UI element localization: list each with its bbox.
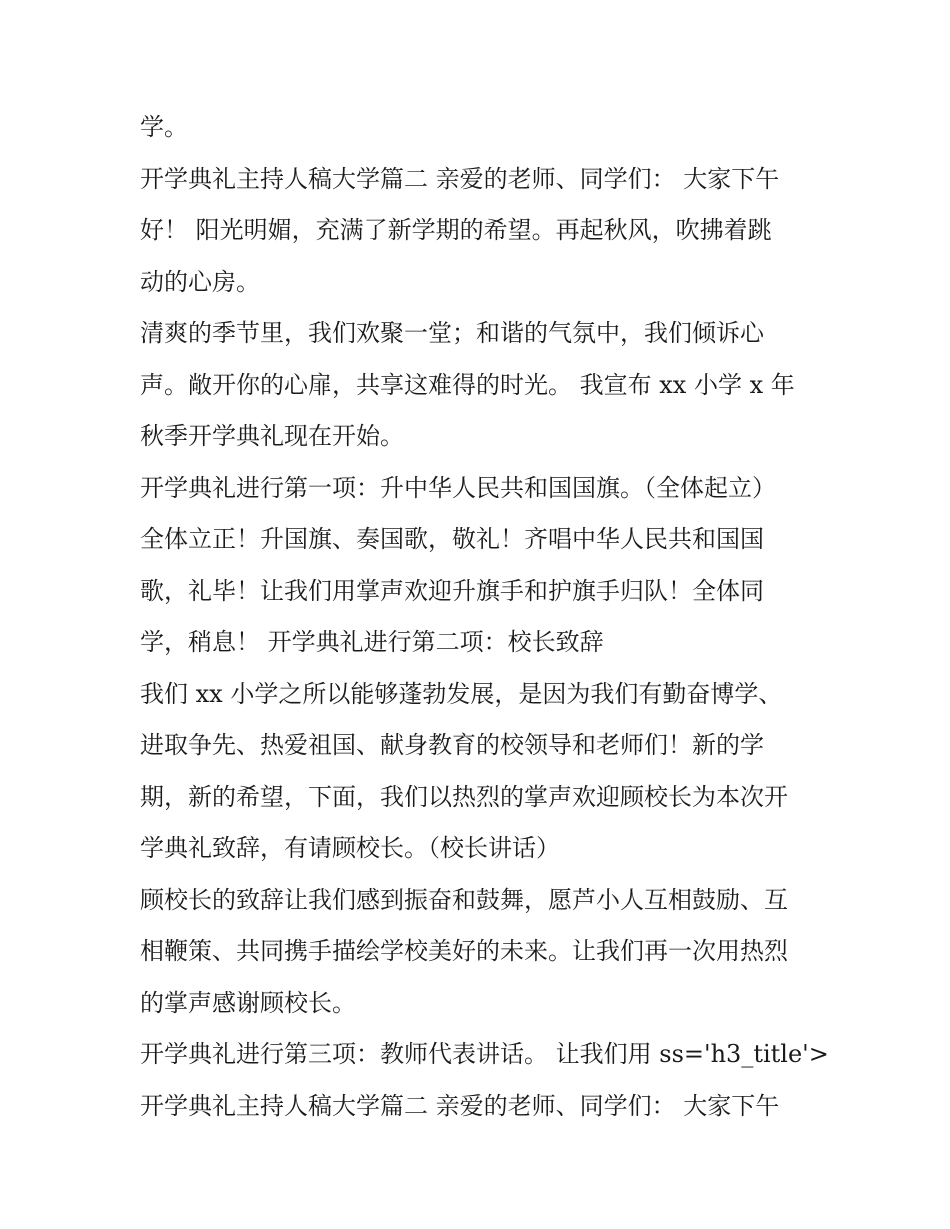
text-line: 全体立正！升国旗、奏国歌，敬礼！齐唱中华人民共和国国 [140,525,764,553]
text-line: 开学典礼主持人稿大学篇二 亲爱的老师、同学们： 大家下午 [140,164,780,193]
text-line: 好！ 阳光明媚，充满了新学期的希望。再起秋风，吹拂着跳 [140,216,772,244]
text-line: 期，新的希望，下面，我们以热烈的掌声欢迎顾校长为本次开 [140,782,788,811]
text-line: 歌，礼毕！让我们用掌声欢迎升旗手和护旗手归队！全体同 [140,576,764,605]
text-line: 的掌声感谢顾校长。 [140,988,356,1017]
text-line: 学典礼致辞，有请顾校长。（校长讲话） [140,834,560,862]
text-line: 进取争先、热爱祖国、献身教育的校领导和老师们！新的学 [140,731,764,759]
document-body [140,102,829,1132]
text-line: 动的心房。 [140,267,260,296]
text-line: 开学典礼进行第三项：教师代表讲话。 让我们用 ss='h3_title'> [140,1040,829,1068]
text-line: 开学典礼进行第一项：升中华人民共和国国旗。（全体起立） [140,473,776,502]
text-line: 相鞭策、共同携手描绘学校美好的未来。让我们再一次用热烈 [140,937,788,965]
text-line: 秋季开学典礼现在开始。 [140,422,404,450]
text-line: 学。 [140,113,188,141]
text-line: 顾校长的致辞让我们感到振奋和鼓舞，愿芦小人互相鼓励、互 [140,885,788,914]
text-line: 声。敞开你的心扉，共享这难得的时光。 我宣布 xx 小学 x 年 [140,370,795,399]
text-line: 我们 xx 小学之所以能够蓬勃发展，是因为我们有勤奋博学、 [140,679,783,708]
text-line: 开学典礼主持人稿大学篇二 亲爱的老师、同学们： 大家下午 [140,1091,780,1120]
text-line: 学，稍息！ 开学典礼进行第二项：校长致辞 [140,628,604,656]
text-line: 清爽的季节里，我们欢聚一堂；和谐的气氛中，我们倾诉心 [140,319,764,347]
